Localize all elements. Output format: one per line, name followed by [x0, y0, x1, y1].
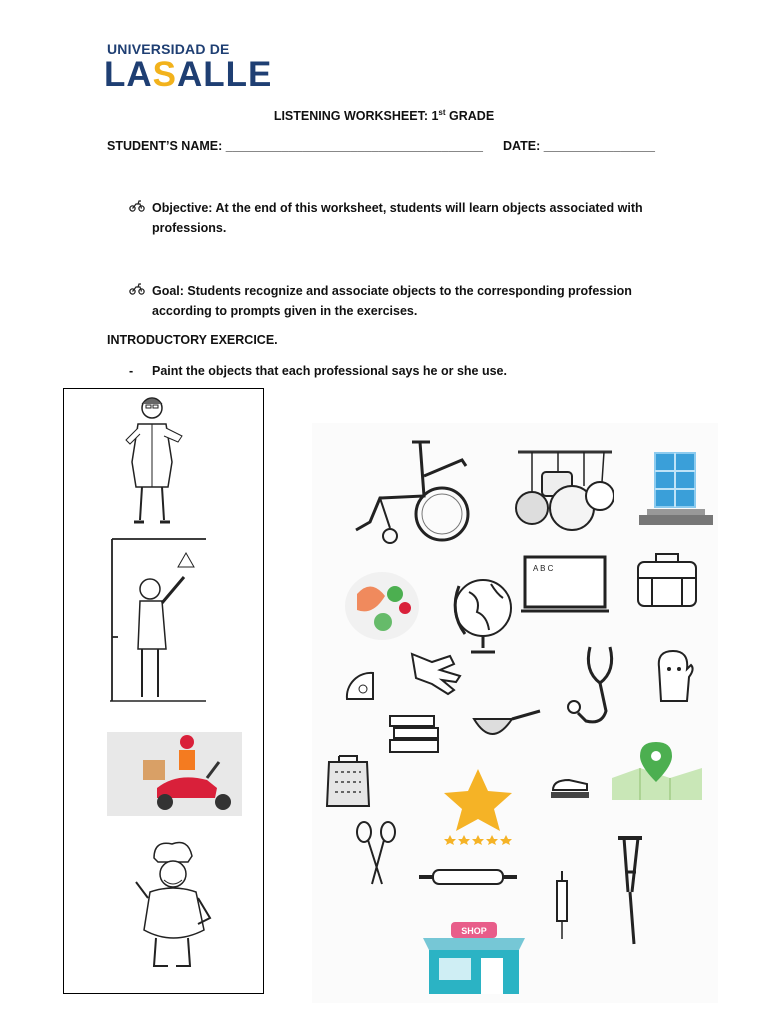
grater-icon — [323, 750, 373, 808]
star-icon — [438, 767, 518, 845]
rolling-pin-icon — [417, 866, 519, 888]
student-name-field: STUDENT’S NAME: _____________________________________ — [107, 139, 483, 153]
bag-icon — [634, 548, 700, 610]
glove-icon — [406, 648, 466, 696]
chalkboard-text: A B C — [533, 564, 554, 573]
scooter-bullet-icon — [129, 283, 145, 295]
chef-figure — [128, 838, 218, 973]
stapler-icon — [549, 776, 591, 800]
section-heading: INTRODUCTORY EXERCICE. — [107, 333, 278, 347]
map-pin-icon — [610, 738, 704, 802]
goal-text: Goal: Students recognize and associate objects to the corresponding profession according to prompts given in the exercises. — [152, 284, 632, 318]
wheelchair-icon — [350, 436, 475, 546]
pans-icon — [514, 448, 614, 534]
window-icon — [637, 451, 715, 527]
date-field: DATE: ________________ — [503, 139, 655, 153]
logo-university-of: UNIVERSIDAD DE — [107, 41, 230, 57]
oven-mitt-icon — [651, 647, 695, 703]
worksheet-title: LISTENING WORKSHEET: 1st GRADE — [273, 108, 495, 124]
strainer-icon — [472, 709, 542, 743]
logo-la-salle: LASALLE — [104, 55, 273, 94]
crutch-icon — [614, 832, 646, 948]
globe-icon — [447, 572, 517, 656]
stethoscope-icon — [566, 641, 628, 729]
scissors-icon — [354, 820, 398, 886]
shop-sign-text: SHOP — [461, 926, 487, 936]
syringe-icon — [550, 869, 574, 941]
protractor-icon — [343, 667, 379, 703]
salmon-plate-icon — [343, 570, 421, 642]
instruction-dash: - — [129, 364, 134, 378]
shop-icon — [421, 920, 527, 996]
doctor-figure — [108, 392, 194, 532]
instruction-text: Paint the objects that each professional says he or she use. — [152, 364, 507, 378]
teacher-figure — [108, 537, 208, 707]
books-icon — [386, 712, 442, 756]
chalkboard-icon — [521, 555, 609, 615]
delivery-scooter-figure — [107, 732, 242, 816]
objective-text: Objective: At the end of this worksheet, students will learn objects associated with professions. — [152, 201, 643, 235]
scooter-bullet-icon — [129, 200, 145, 212]
